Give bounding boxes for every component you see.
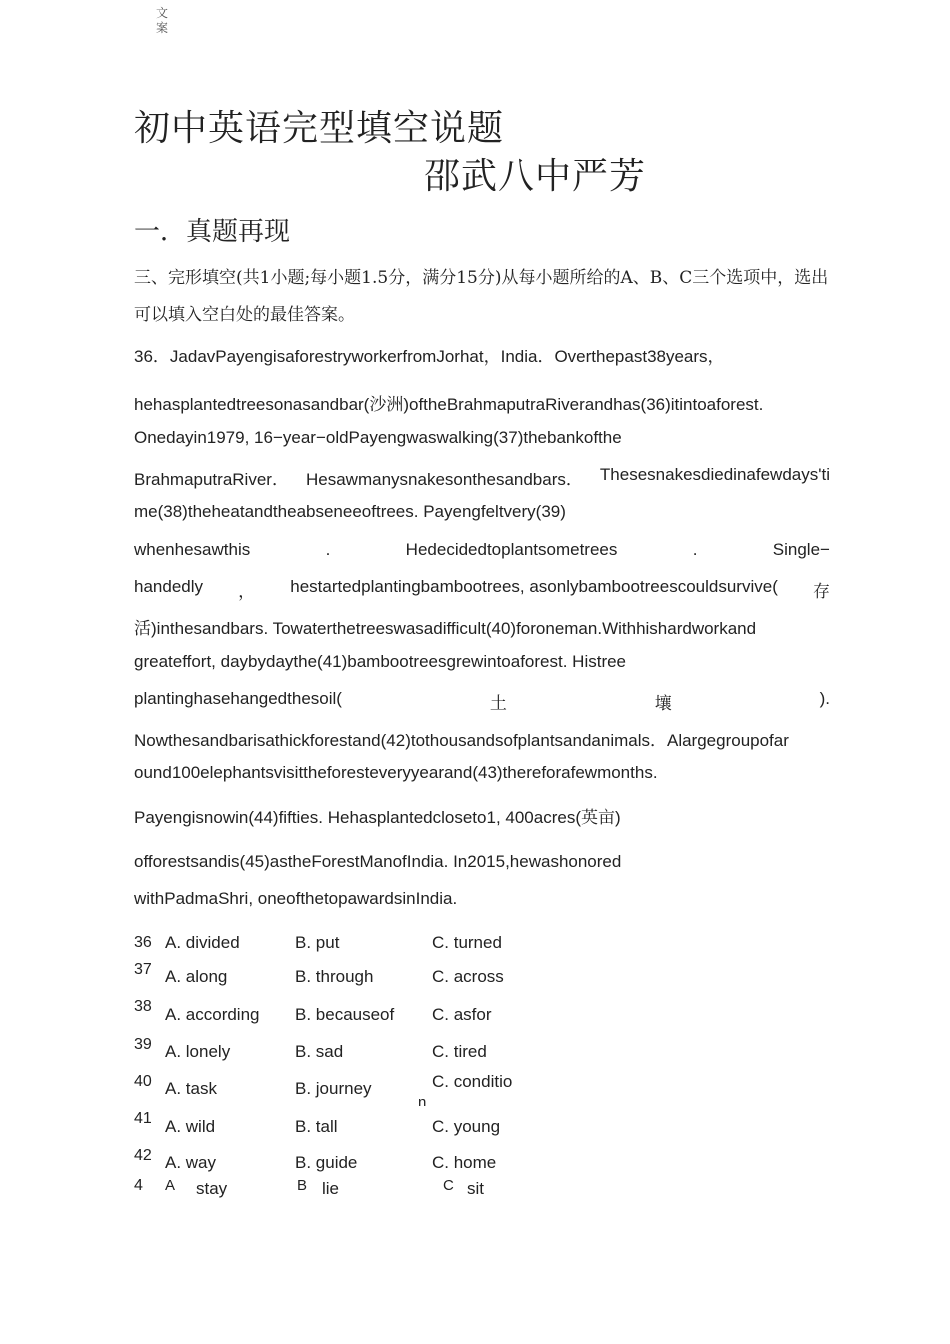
passage-line: 活)inthesandbars. Towaterthetreeswasadifficult(40)foroneman.Withhishardworkand	[134, 619, 757, 638]
passage-line: Onedayin1979, 16−year−oldPayengwaswalking(37)thebankofthe	[134, 428, 622, 447]
passage-segment: whenhesawthis	[134, 540, 251, 559]
passage-segment: Thesesnakesdiedinafewdays'ti	[599, 465, 830, 484]
option-b: B. journey	[295, 1079, 372, 1098]
passage-segment: plantinghasehangedthesoil(	[134, 689, 342, 708]
option-b: B. put	[295, 933, 340, 952]
instructions: 三、完形填空(共1小题;每小题1.5分，满分15分)从每小题所给的A、B、C三个选项中，选出可以填入空白处的最佳答案。	[134, 268, 829, 325]
option-b: B. through	[295, 967, 374, 986]
passage-segment: 壤	[654, 694, 672, 713]
option-number: 42	[134, 1147, 152, 1164]
option-number: 36	[134, 934, 152, 951]
option-c: C. young	[432, 1117, 501, 1136]
passage-line	[134, 540, 830, 560]
option-b-letter: B	[297, 1177, 308, 1194]
passage-segment: hestartedplantingbambootrees, asonlybambootreescouldsurvive(	[290, 577, 778, 596]
option-c: C. conditio	[432, 1072, 513, 1091]
option-number: 41	[134, 1110, 152, 1127]
option-c-letter: C	[443, 1177, 454, 1194]
passage-line: me(38)theheatandtheabseneeoftrees. Payengfeltvery(39)	[134, 502, 566, 521]
passage-segment: 土	[489, 694, 507, 713]
option-a: A. according	[165, 1005, 260, 1024]
passage-segment: 存	[812, 582, 830, 601]
page-title: 初中英语完型填空说题	[134, 108, 505, 149]
option-a: A. along	[165, 967, 228, 986]
passage-line: hehasplantedtreesonasandbar(沙洲)oftheBrahmaputraRiverandhas(36)itintoaforest.	[134, 395, 764, 414]
author-line: 邵武八中严芳	[424, 156, 647, 197]
passage-segment: .	[325, 540, 331, 559]
passage-line	[134, 465, 830, 490]
passage-line: withPadmaShri, oneofthetopawardsinIndia.	[134, 889, 458, 908]
option-a: A. wild	[165, 1117, 216, 1136]
header-mark: 文案	[156, 6, 169, 35]
section-heading: 一．真题再现	[134, 217, 291, 247]
option-b: B. sad	[295, 1042, 344, 1061]
option-a: A. lonely	[165, 1042, 231, 1061]
option-number: 37	[134, 961, 152, 978]
option-c: C. home	[432, 1153, 497, 1172]
passage-line: Payengisnowin(44)fifties. Hehasplantedcloseto1, 400acres(英亩)	[134, 808, 621, 827]
option-c: C. tired	[432, 1042, 487, 1061]
option-number: 38	[134, 998, 152, 1015]
passage-line: 36．JadavPayengisaforestryworkerfromJorhat，India．Overthepast38years，	[134, 347, 725, 366]
passage-line	[134, 689, 830, 714]
option-number: 40	[134, 1073, 152, 1090]
passage-line	[134, 577, 830, 602]
passage-line: ound100elephantsvisittheforesteveryyearand(43)thereforafewmonths.	[134, 763, 658, 782]
option-a: A. way	[165, 1153, 217, 1172]
option-c: sit	[467, 1179, 484, 1198]
passage-segment: Hedecidedtoplantsometrees	[405, 540, 618, 559]
passage-line: greateffort, daybydaythe(41)bambootreesgrewintoaforest. Histree	[134, 652, 627, 671]
option-c-overflow: n	[418, 1094, 427, 1106]
option-b: B. guide	[295, 1153, 358, 1172]
option-b: B. becauseof	[295, 1005, 395, 1024]
option-number: 4	[134, 1177, 143, 1194]
passage-segment: handedly	[134, 577, 204, 596]
option-c: C. across	[432, 967, 504, 986]
option-a: A. divided	[165, 933, 240, 952]
passage-segment: ).	[819, 689, 830, 708]
passage-segment: .	[692, 540, 698, 559]
passage-segment: ，	[238, 582, 256, 601]
option-c: C. turned	[432, 933, 502, 952]
passage-segment: Single−	[772, 540, 830, 559]
option-b: lie	[322, 1179, 340, 1198]
option-a: stay	[196, 1179, 228, 1198]
passage-segment: Hesawmanysnakesonthesandbars．	[306, 470, 583, 489]
passage-line: Nowthesandbarisathickforestand(42)tothousandsofplantsandanimals．Alargegroupofar	[134, 731, 789, 750]
option-c: C. asfor	[432, 1005, 492, 1024]
option-a: A. task	[165, 1079, 217, 1098]
passage-segment: BrahmaputraRiver．	[134, 470, 289, 489]
option-number: 39	[134, 1036, 152, 1053]
option-a-letter: A	[165, 1177, 176, 1194]
option-b: B. tall	[295, 1117, 338, 1136]
passage-line: offorestsandis(45)astheForestManofIndia. In2015,hewashonored	[134, 852, 622, 871]
